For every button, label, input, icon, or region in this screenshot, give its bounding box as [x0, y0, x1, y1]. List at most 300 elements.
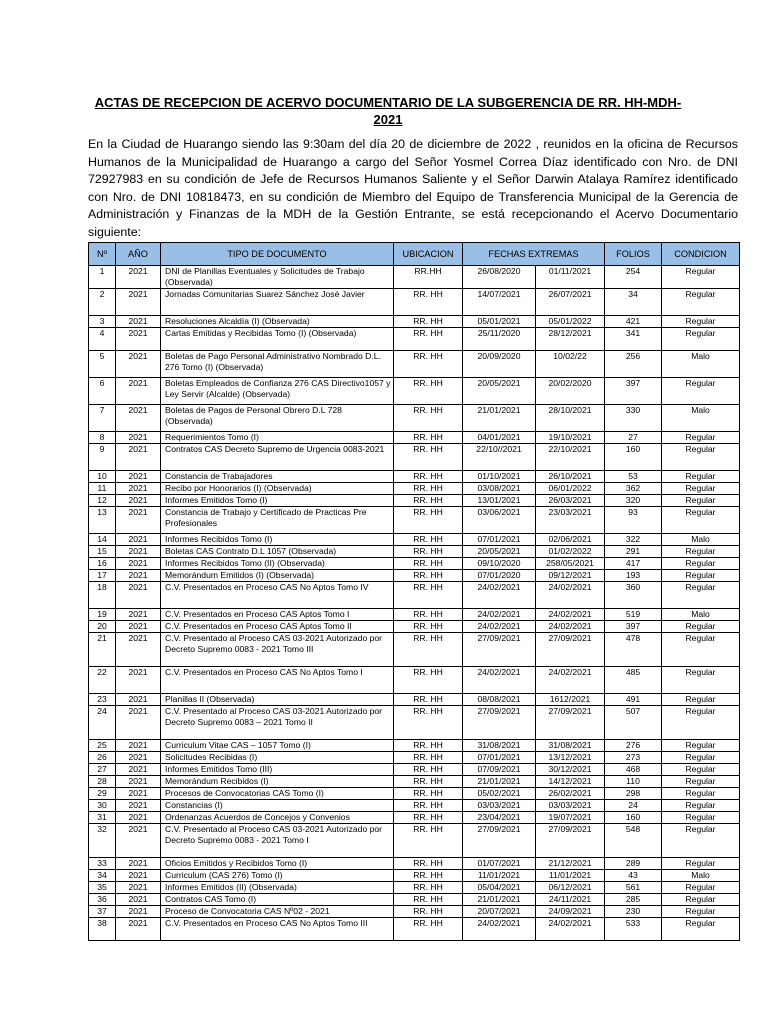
cell-folios: 320 — [605, 495, 662, 507]
cell-num: 4 — [89, 328, 116, 351]
cell-condition: Malo — [662, 534, 740, 546]
cell-location: RR. HH — [394, 495, 463, 507]
cell-doc-type: Memorándum Recibidos (I) — [161, 776, 394, 788]
table-row — [89, 558, 740, 570]
cell-year: 2021 — [116, 507, 161, 534]
table-body — [89, 266, 740, 941]
cell-date-start: 07/01/2021 — [463, 752, 536, 764]
cell-date-start: 07/09/2021 — [463, 764, 536, 776]
cell-date-start: 09/10/2020 — [463, 558, 536, 570]
cell-num: 8 — [89, 432, 116, 444]
cell-condition: Malo — [662, 351, 740, 378]
cell-num: 35 — [89, 882, 116, 894]
cell-location: RR. HH — [394, 918, 463, 941]
cell-doc-type: Informes Emitidos (II) (Observada) — [161, 882, 394, 894]
cell-condition: Regular — [662, 621, 740, 633]
cell-folios: 548 — [605, 824, 662, 858]
cell-date-end: 05/01/2022 — [536, 316, 605, 328]
cell-folios: 285 — [605, 894, 662, 906]
cell-folios: 110 — [605, 776, 662, 788]
cell-date-start: 07/01/2020 — [463, 570, 536, 582]
cell-location: RR. HH — [394, 621, 463, 633]
header-location: UBICACION — [394, 243, 463, 266]
cell-folios: 254 — [605, 266, 662, 289]
cell-year: 2021 — [116, 582, 161, 609]
cell-location: RR. HH — [394, 633, 463, 667]
table-row — [89, 483, 740, 495]
cell-num: 18 — [89, 582, 116, 609]
cell-condition: Regular — [662, 812, 740, 824]
cell-folios: 322 — [605, 534, 662, 546]
cell-condition: Regular — [662, 316, 740, 328]
table-row — [89, 882, 740, 894]
cell-num: 13 — [89, 507, 116, 534]
cell-date-start: 05/04/2021 — [463, 882, 536, 894]
cell-doc-type: Curriculum Vitae CAS – 1057 Tomo (I) — [161, 740, 394, 752]
table-row — [89, 609, 740, 621]
cell-num: 23 — [89, 694, 116, 706]
cell-doc-type: Contratos CAS Tomo (I) — [161, 894, 394, 906]
cell-year: 2021 — [116, 918, 161, 941]
cell-year: 2021 — [116, 432, 161, 444]
cell-year: 2021 — [116, 776, 161, 788]
table-row — [89, 906, 740, 918]
header-doc-type: TIPO DE DOCUMENTO — [161, 243, 394, 266]
cell-num: 7 — [89, 405, 116, 432]
cell-num: 19 — [89, 609, 116, 621]
cell-date-start: 07/01/2021 — [463, 534, 536, 546]
cell-date-start: 22/10//2021 — [463, 444, 536, 471]
table-row — [89, 570, 740, 582]
cell-condition: Malo — [662, 609, 740, 621]
cell-num: 3 — [89, 316, 116, 328]
cell-year: 2021 — [116, 800, 161, 812]
cell-num: 31 — [89, 812, 116, 824]
cell-folios: 298 — [605, 788, 662, 800]
cell-num: 32 — [89, 824, 116, 858]
cell-folios: 273 — [605, 752, 662, 764]
cell-date-end: 03/03/2021 — [536, 800, 605, 812]
cell-year: 2021 — [116, 667, 161, 694]
cell-date-end: 21/12/2021 — [536, 858, 605, 870]
cell-location: RR. HH — [394, 694, 463, 706]
table-row — [89, 534, 740, 546]
cell-year: 2021 — [116, 788, 161, 800]
cell-condition: Regular — [662, 764, 740, 776]
cell-date-start: 24/02/2021 — [463, 918, 536, 941]
cell-doc-type: DNI de Planillas Eventuales y Solicitudes de Trabajo (Observada) — [161, 266, 394, 289]
cell-doc-type: C.V. Presentados en Proceso CAS No Aptos Tomo I — [161, 667, 394, 694]
cell-condition: Regular — [662, 800, 740, 812]
cell-condition: Regular — [662, 894, 740, 906]
cell-location: RR. HH — [394, 824, 463, 858]
cell-condition: Regular — [662, 432, 740, 444]
cell-folios: 27 — [605, 432, 662, 444]
cell-num: 21 — [89, 633, 116, 667]
cell-condition: Regular — [662, 667, 740, 694]
cell-location: RR.HH — [394, 266, 463, 289]
cell-year: 2021 — [116, 405, 161, 432]
cell-doc-type: Recibo por Honorarios (I) (Observada) — [161, 483, 394, 495]
cell-doc-type: Curriculum (CAS 276) Tomo (I) — [161, 870, 394, 882]
cell-date-end: 24/02/2021 — [536, 918, 605, 941]
cell-condition: Regular — [662, 824, 740, 858]
cell-location: RR. HH — [394, 546, 463, 558]
cell-folios: 291 — [605, 546, 662, 558]
cell-folios: 34 — [605, 289, 662, 316]
cell-date-start: 24/02/2021 — [463, 667, 536, 694]
cell-date-start: 24/02/2021 — [463, 621, 536, 633]
cell-year: 2021 — [116, 906, 161, 918]
cell-year: 2021 — [116, 444, 161, 471]
cell-condition: Regular — [662, 776, 740, 788]
cell-condition: Malo — [662, 870, 740, 882]
cell-year: 2021 — [116, 351, 161, 378]
table-row — [89, 289, 740, 316]
table-row — [89, 740, 740, 752]
table-row — [89, 812, 740, 824]
cell-date-end: 24/02/2021 — [536, 582, 605, 609]
cell-condition: Regular — [662, 483, 740, 495]
cell-folios: 160 — [605, 444, 662, 471]
cell-year: 2021 — [116, 633, 161, 667]
cell-date-end: 10/02/22 — [536, 351, 605, 378]
cell-location: RR. HH — [394, 405, 463, 432]
table-row — [89, 752, 740, 764]
cell-num: 16 — [89, 558, 116, 570]
cell-year: 2021 — [116, 328, 161, 351]
cell-folios: 519 — [605, 609, 662, 621]
table-row — [89, 706, 740, 740]
cell-date-start: 21/01/2021 — [463, 405, 536, 432]
cell-date-start: 20/05/2021 — [463, 546, 536, 558]
table-row — [89, 266, 740, 289]
cell-num: 14 — [89, 534, 116, 546]
cell-doc-type: Proceso de Convocatoria CAS Nº02 - 2021 — [161, 906, 394, 918]
cell-doc-type: C.V. Presentado al Proceso CAS 03-2021 Autorizado por Decreto Supremo 0083 - 2021 Tomo I — [161, 824, 394, 858]
cell-condition: Regular — [662, 289, 740, 316]
cell-condition: Regular — [662, 266, 740, 289]
cell-doc-type: Cartas Emitidas y Recibidas Tomo (I) (Observada) — [161, 328, 394, 351]
cell-year: 2021 — [116, 534, 161, 546]
cell-num: 25 — [89, 740, 116, 752]
cell-doc-type: Informes Recibidos Tomo (I) — [161, 534, 394, 546]
cell-condition: Regular — [662, 740, 740, 752]
table-header-row — [89, 243, 740, 266]
cell-num: 30 — [89, 800, 116, 812]
cell-doc-type: Constancia de Trabajo y Certificado de Practicas Pre Profesionales — [161, 507, 394, 534]
cell-date-end: 11/01/2021 — [536, 870, 605, 882]
cell-date-start: 05/02/2021 — [463, 788, 536, 800]
cell-year: 2021 — [116, 740, 161, 752]
cell-doc-type: Planillas II (Observada) — [161, 694, 394, 706]
cell-folios: 397 — [605, 378, 662, 405]
cell-doc-type: C.V. Presentados en Proceso CAS Aptos Tomo I — [161, 609, 394, 621]
cell-location: RR. HH — [394, 882, 463, 894]
cell-condition: Regular — [662, 633, 740, 667]
cell-date-start: 27/09/2021 — [463, 824, 536, 858]
cell-location: RR. HH — [394, 609, 463, 621]
cell-condition: Regular — [662, 788, 740, 800]
cell-date-start: 14/07/2021 — [463, 289, 536, 316]
cell-year: 2021 — [116, 378, 161, 405]
cell-doc-type: C.V. Presentados en Proceso CAS No Aptos Tomo III — [161, 918, 394, 941]
cell-doc-type: Requerimientos Tomo (I) — [161, 432, 394, 444]
cell-date-start: 03/06/2021 — [463, 507, 536, 534]
header-num: Nº — [89, 243, 116, 266]
cell-date-start: 26/08/2020 — [463, 266, 536, 289]
cell-date-start: 24/02/2021 — [463, 582, 536, 609]
cell-num: 11 — [89, 483, 116, 495]
table-row — [89, 776, 740, 788]
cell-date-start: 03/08/2021 — [463, 483, 536, 495]
table-row — [89, 800, 740, 812]
cell-date-end: 26/10/2021 — [536, 471, 605, 483]
cell-location: RR. HH — [394, 894, 463, 906]
cell-date-start: 04/01/2021 — [463, 432, 536, 444]
cell-condition: Regular — [662, 858, 740, 870]
cell-location: RR. HH — [394, 858, 463, 870]
cell-location: RR. HH — [394, 507, 463, 534]
cell-date-end: 27/09/2021 — [536, 633, 605, 667]
cell-date-end: 13/12/2021 — [536, 752, 605, 764]
intro-paragraph: En la Ciudad de Huarango siendo las 9:30am del día 20 de diciembre de 2022 , reunidos en la oficina de Recursos Humanos de la Municipalidad de Huarango a cargo del Señor Yosmel Correa Díaz identificado con Nro. de DNI 72927983 en su condición de Jefe de Recursos Humanos Saliente y el Señor Darwin Atalaya Ramírez identificado con Nro. de DNI 10818473, en su condición de Miembro del Equipo de Transferencia Municipal de la Gerencia de Administración y Finanzas de la MDH de la Gestión Entrante, se está recepcionando el Acervo Documentario siguiente: — [88, 137, 738, 239]
cell-date-start: 23/04/2021 — [463, 812, 536, 824]
cell-location: RR. HH — [394, 316, 463, 328]
cell-num: 34 — [89, 870, 116, 882]
cell-condition: Regular — [662, 546, 740, 558]
cell-date-start: 25/11/2020 — [463, 328, 536, 351]
cell-num: 33 — [89, 858, 116, 870]
cell-folios: 468 — [605, 764, 662, 776]
cell-date-end: 24/11/2021 — [536, 894, 605, 906]
table-row — [89, 858, 740, 870]
cell-doc-type: Oficios Emitidos y Recibidos Tomo (I) — [161, 858, 394, 870]
cell-location: RR. HH — [394, 558, 463, 570]
cell-location: RR. HH — [394, 378, 463, 405]
cell-folios: 478 — [605, 633, 662, 667]
table-row — [89, 432, 740, 444]
cell-num: 26 — [89, 752, 116, 764]
cell-location: RR. HH — [394, 471, 463, 483]
cell-num: 5 — [89, 351, 116, 378]
cell-date-end: 20/02/2020 — [536, 378, 605, 405]
cell-folios: 533 — [605, 918, 662, 941]
cell-folios: 397 — [605, 621, 662, 633]
cell-condition: Regular — [662, 328, 740, 351]
cell-date-start: 01/07/2021 — [463, 858, 536, 870]
cell-condition: Regular — [662, 706, 740, 740]
table-row — [89, 824, 740, 858]
header-folios: FOLIOS — [605, 243, 662, 266]
cell-doc-type: Boletas Empleados de Confianza 276 CAS Directivo1057 y Ley Servir (Alcalde) (Observada) — [161, 378, 394, 405]
cell-folios: 93 — [605, 507, 662, 534]
table-row — [89, 694, 740, 706]
document-title: ACTAS DE RECEPCION DE ACERVO DOCUMENTARIO DE LA SUBGERENCIA DE RR. HH-MDH-2021 — [94, 95, 682, 127]
cell-date-end: 09/12/2021 — [536, 570, 605, 582]
cell-folios: 43 — [605, 870, 662, 882]
cell-num: 38 — [89, 918, 116, 941]
cell-year: 2021 — [116, 812, 161, 824]
cell-location: RR. HH — [394, 776, 463, 788]
cell-date-end: 24/02/2021 — [536, 609, 605, 621]
cell-num: 28 — [89, 776, 116, 788]
cell-year: 2021 — [116, 495, 161, 507]
cell-year: 2021 — [116, 558, 161, 570]
cell-date-start: 11/01/2021 — [463, 870, 536, 882]
cell-date-end: 22/10/2021 — [536, 444, 605, 471]
cell-location: RR. HH — [394, 812, 463, 824]
cell-num: 24 — [89, 706, 116, 740]
cell-date-start: 31/08/2021 — [463, 740, 536, 752]
cell-date-end: 19/07/2021 — [536, 812, 605, 824]
cell-folios: 230 — [605, 906, 662, 918]
header-year: AÑO — [116, 243, 161, 266]
cell-doc-type: Jornadas Comunitarias Suarez Sánchez José Javier — [161, 289, 394, 316]
cell-date-start: 20/09/2020 — [463, 351, 536, 378]
cell-date-end: 26/07/2021 — [536, 289, 605, 316]
table-row — [89, 633, 740, 667]
cell-condition: Regular — [662, 752, 740, 764]
cell-date-end: 14/12/2021 — [536, 776, 605, 788]
table-row — [89, 495, 740, 507]
cell-location: RR. HH — [394, 870, 463, 882]
cell-condition: Regular — [662, 694, 740, 706]
cell-year: 2021 — [116, 570, 161, 582]
cell-date-start: 08/08/2021 — [463, 694, 536, 706]
cell-location: RR. HH — [394, 328, 463, 351]
cell-num: 1 — [89, 266, 116, 289]
cell-date-start: 24/02/2021 — [463, 609, 536, 621]
cell-num: 27 — [89, 764, 116, 776]
cell-num: 20 — [89, 621, 116, 633]
cell-year: 2021 — [116, 882, 161, 894]
cell-folios: 491 — [605, 694, 662, 706]
cell-location: RR. HH — [394, 289, 463, 316]
cell-date-start: 05/01/2021 — [463, 316, 536, 328]
cell-folios: 485 — [605, 667, 662, 694]
cell-doc-type: Boletas de Pago Personal Administrativo Nombrado D.L. 276 Tomo (I) (Observada) — [161, 351, 394, 378]
table-row — [89, 894, 740, 906]
cell-num: 29 — [89, 788, 116, 800]
cell-date-start: 13/01/2021 — [463, 495, 536, 507]
cell-doc-type: Constancia de Trabajadores — [161, 471, 394, 483]
cell-date-end: 06/12/2021 — [536, 882, 605, 894]
table-row — [89, 507, 740, 534]
cell-location: RR. HH — [394, 570, 463, 582]
cell-year: 2021 — [116, 621, 161, 633]
cell-year: 2021 — [116, 764, 161, 776]
cell-date-end: 24/09/2021 — [536, 906, 605, 918]
cell-num: 15 — [89, 546, 116, 558]
cell-date-start: 21/01/2021 — [463, 776, 536, 788]
cell-location: RR. HH — [394, 906, 463, 918]
cell-condition: Malo — [662, 405, 740, 432]
table-row — [89, 764, 740, 776]
cell-location: RR. HH — [394, 444, 463, 471]
cell-year: 2021 — [116, 316, 161, 328]
table-row — [89, 471, 740, 483]
cell-year: 2021 — [116, 858, 161, 870]
cell-folios: 193 — [605, 570, 662, 582]
table-row — [89, 405, 740, 432]
cell-year: 2021 — [116, 289, 161, 316]
cell-year: 2021 — [116, 546, 161, 558]
table-row — [89, 667, 740, 694]
cell-location: RR. HH — [394, 752, 463, 764]
cell-year: 2021 — [116, 752, 161, 764]
cell-year: 2021 — [116, 471, 161, 483]
cell-location: RR. HH — [394, 740, 463, 752]
cell-year: 2021 — [116, 894, 161, 906]
cell-folios: 421 — [605, 316, 662, 328]
cell-doc-type: Informes Recibidos Tomo (II) (Observada) — [161, 558, 394, 570]
cell-doc-type: C.V. Presentado al Proceso CAS 03-2021 Autorizado por Decreto Supremo 0083 - 2021 Tomo III — [161, 633, 394, 667]
cell-date-start: 27/09/2021 — [463, 706, 536, 740]
table-row — [89, 378, 740, 405]
cell-folios: 561 — [605, 882, 662, 894]
cell-year: 2021 — [116, 870, 161, 882]
cell-location: RR. HH — [394, 534, 463, 546]
cell-date-end: 30/12/2021 — [536, 764, 605, 776]
cell-location: RR. HH — [394, 764, 463, 776]
cell-date-end: 28/12/2021 — [536, 328, 605, 351]
cell-num: 17 — [89, 570, 116, 582]
cell-date-end: 01/02/2022 — [536, 546, 605, 558]
cell-condition: Regular — [662, 444, 740, 471]
cell-date-end: 26/02/2021 — [536, 788, 605, 800]
cell-condition: Regular — [662, 378, 740, 405]
cell-condition: Regular — [662, 570, 740, 582]
cell-date-end: 258/05/2021 — [536, 558, 605, 570]
table-row — [89, 582, 740, 609]
cell-doc-type: Informes Emitidos Tomo (III) — [161, 764, 394, 776]
cell-condition: Regular — [662, 471, 740, 483]
cell-date-start: 01/10/2021 — [463, 471, 536, 483]
cell-date-end: 26/03/2021 — [536, 495, 605, 507]
table-row — [89, 918, 740, 941]
cell-date-end: 27/09/2021 — [536, 706, 605, 740]
cell-folios: 256 — [605, 351, 662, 378]
cell-date-start: 20/05/2021 — [463, 378, 536, 405]
cell-date-start: 21/01/2021 — [463, 894, 536, 906]
cell-date-end: 28/10/2021 — [536, 405, 605, 432]
cell-location: RR. HH — [394, 483, 463, 495]
cell-folios: 276 — [605, 740, 662, 752]
table-row — [89, 546, 740, 558]
cell-num: 36 — [89, 894, 116, 906]
cell-num: 2 — [89, 289, 116, 316]
cell-year: 2021 — [116, 706, 161, 740]
cell-condition: Regular — [662, 906, 740, 918]
cell-location: RR. HH — [394, 667, 463, 694]
cell-date-end: 31/08/2021 — [536, 740, 605, 752]
cell-year: 2021 — [116, 483, 161, 495]
table-row — [89, 870, 740, 882]
cell-date-end: 23/03/2021 — [536, 507, 605, 534]
cell-year: 2021 — [116, 694, 161, 706]
cell-date-end: 24/02/2021 — [536, 667, 605, 694]
cell-folios: 289 — [605, 858, 662, 870]
cell-date-end: 01/11/2021 — [536, 266, 605, 289]
cell-num: 37 — [89, 906, 116, 918]
cell-doc-type: Procesos de Convocatorias CAS Tomo (I) — [161, 788, 394, 800]
cell-date-end: 06/01/2022 — [536, 483, 605, 495]
cell-num: 10 — [89, 471, 116, 483]
cell-location: RR. HH — [394, 351, 463, 378]
cell-date-end: 19/10/2021 — [536, 432, 605, 444]
table-row — [89, 621, 740, 633]
